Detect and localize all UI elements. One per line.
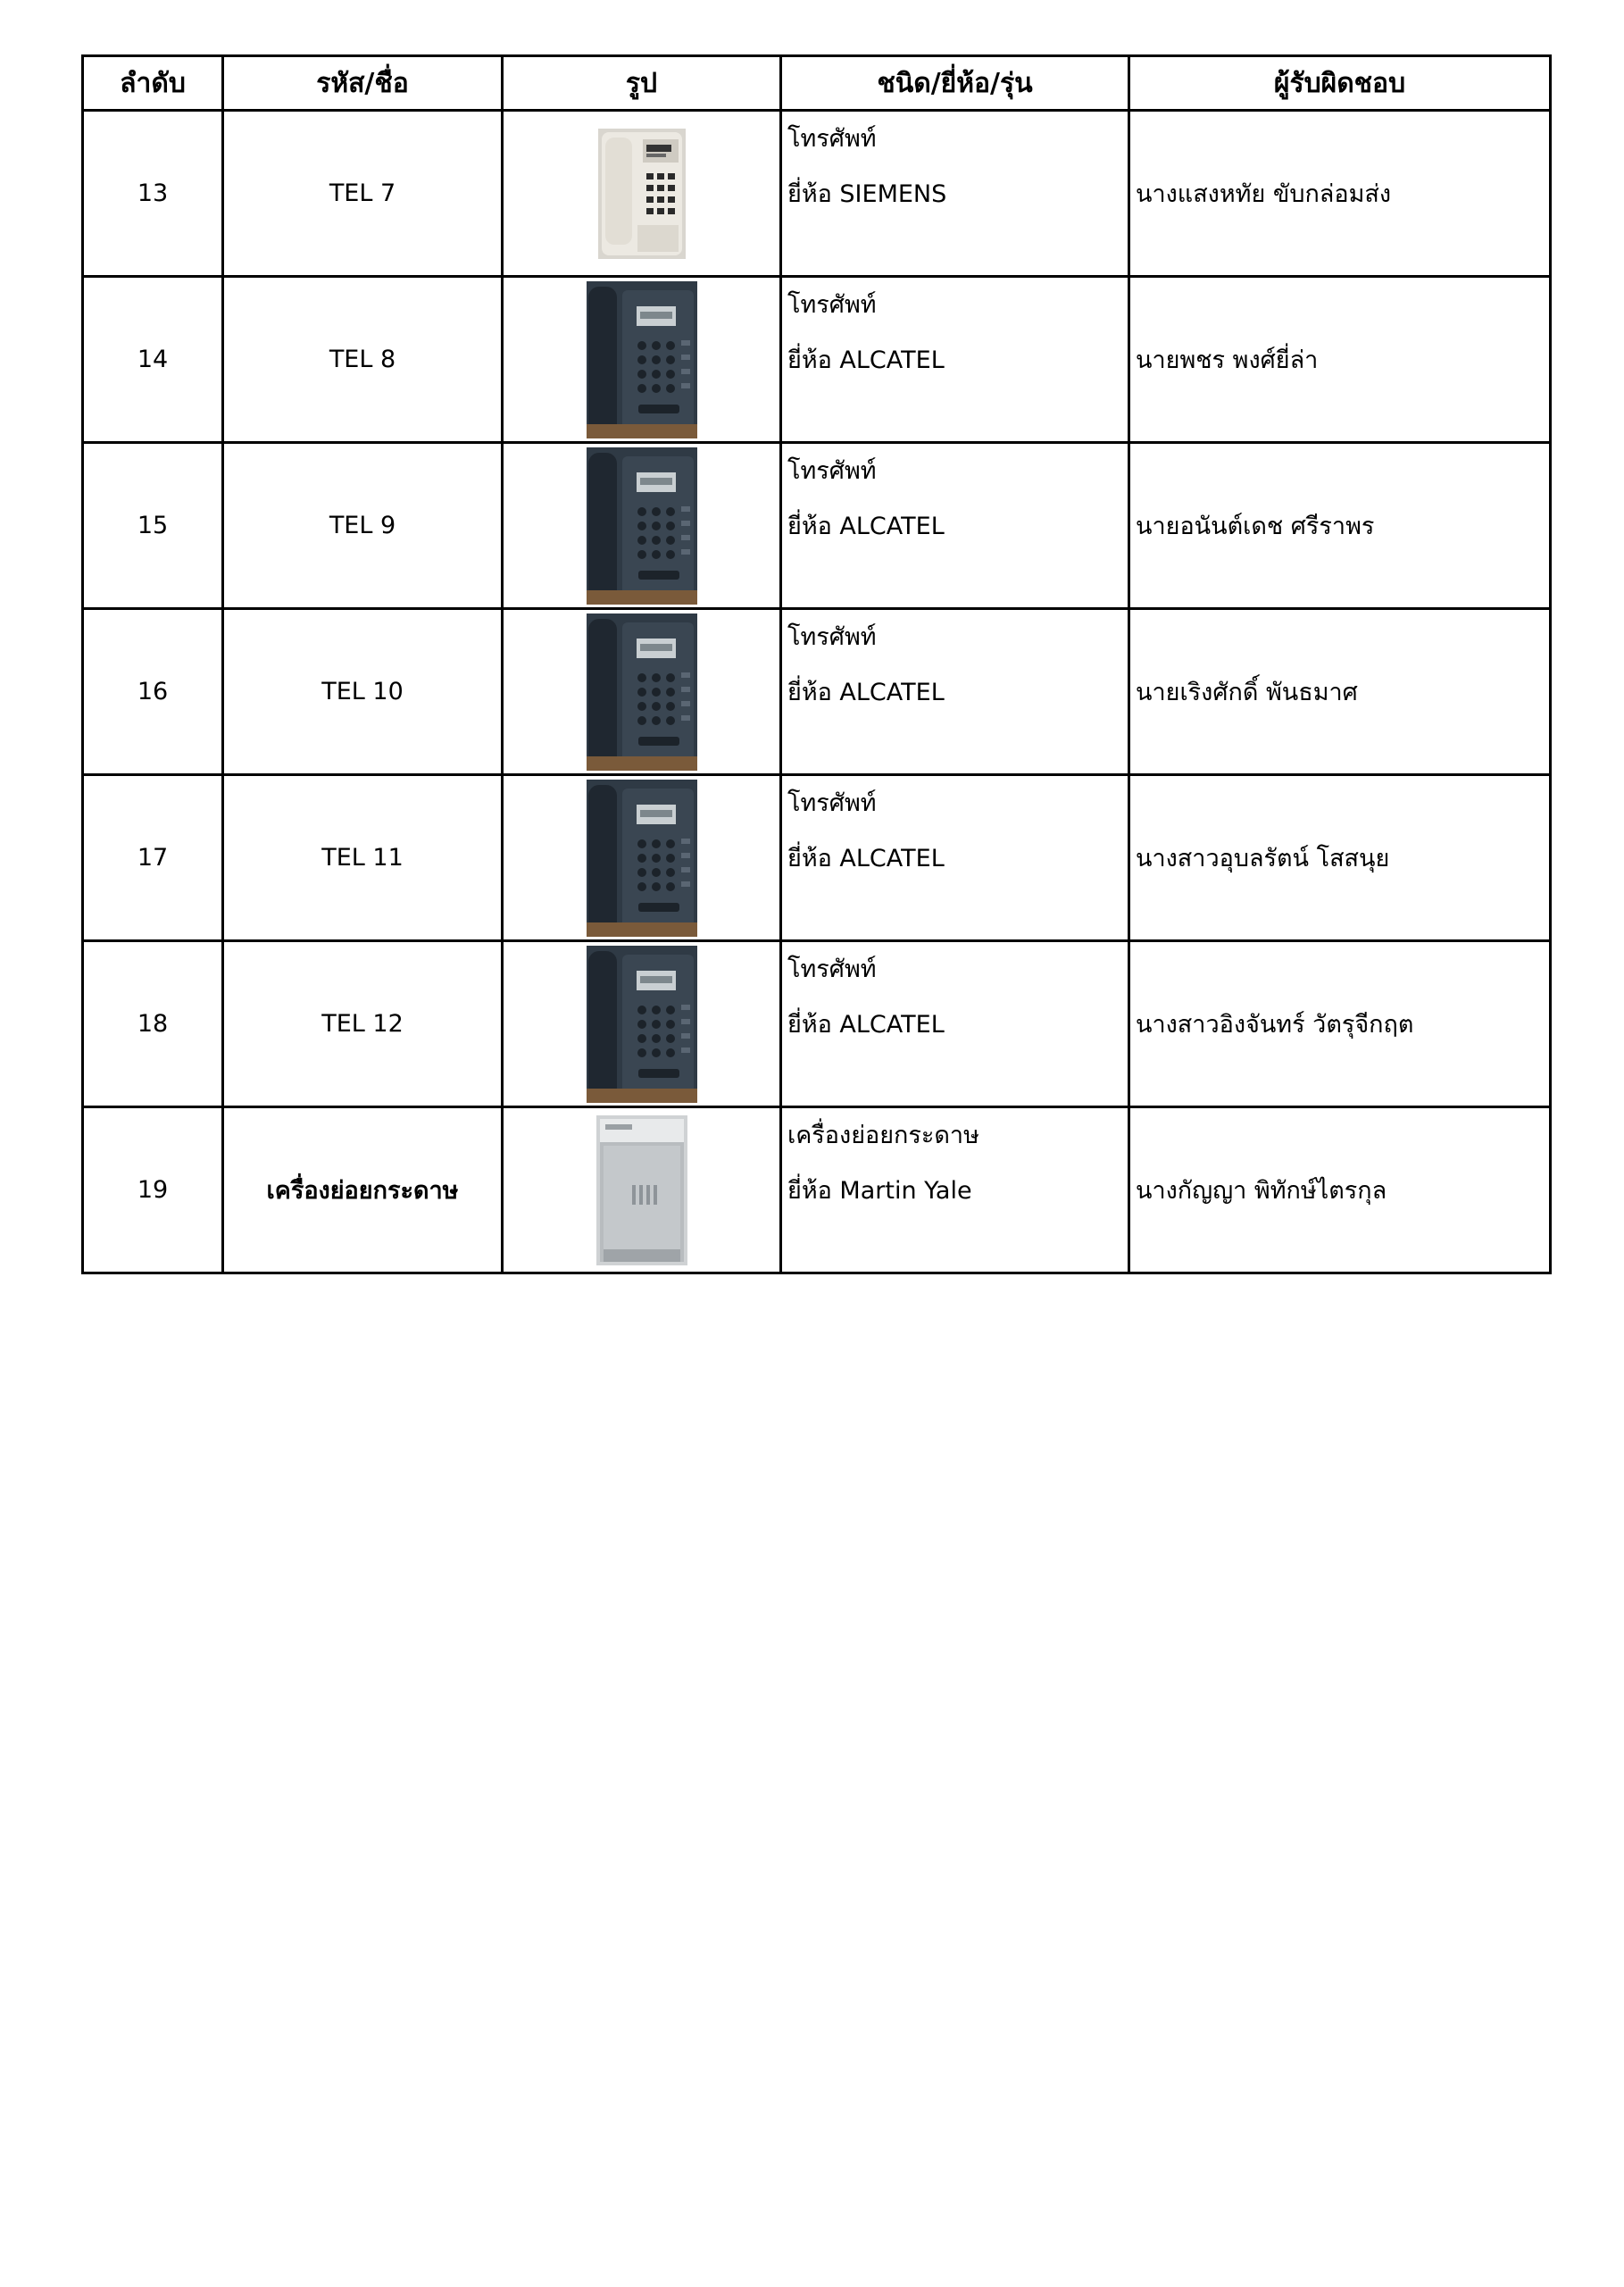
row-owner: นายเริงศักดิ์ พันธมาศ [1129,609,1551,775]
row-type-category: โทรศัพท์ [787,956,877,983]
table-row [83,609,1551,775]
row-num: 13 [83,111,223,277]
row-type-brand: ยี่ห้อ SIEMENS [787,180,947,208]
row-num: 17 [83,775,223,941]
row-type-category: เครื่องย่อยกระดาษ [787,1122,979,1149]
header-type: ชนิด/ยี่ห้อ/รุ่น [781,56,1129,111]
dark-telephone-photo [587,447,697,605]
table-row [83,443,1551,609]
row-owner: นางแสงหทัย ขับกล่อมส่ง [1129,111,1551,277]
row-code: TEL 7 [223,111,503,277]
row-owner: นายอนันต์เดช ศรีราพร [1129,443,1551,609]
row-type-brand: ยี่ห้อ Martin Yale [787,1177,972,1205]
row-num: 14 [83,277,223,443]
header-image: รูป [503,56,781,111]
table-row [83,1107,1551,1273]
dark-telephone-photo [587,780,697,937]
row-num: 19 [83,1107,223,1273]
table-row [83,277,1551,443]
row-type-brand: ยี่ห้อ ALCATEL [787,845,945,872]
row-owner: นางสาวอิงจันทร์ วัตรุจีกฤต [1129,941,1551,1107]
paper-shredder-photo [596,1115,687,1265]
row-code: เครื่องย่อยกระดาษ [223,1107,503,1273]
header-code: รหัส/ชื่อ [223,56,503,111]
row-type-category: โทรศัพท์ [787,789,877,817]
row-code: TEL 11 [223,775,503,941]
row-code: TEL 10 [223,609,503,775]
dark-telephone-photo [587,946,697,1103]
table-row [83,111,1551,277]
row-type-brand: ยี่ห้อ ALCATEL [787,513,945,540]
row-type-brand: ยี่ห้อ ALCATEL [787,679,945,706]
table-row [83,941,1551,1107]
row-num: 18 [83,941,223,1107]
row-type-category: โทรศัพท์ [787,457,877,485]
row-owner: นางกัญญา พิทักษ์ไตรกุล [1129,1107,1551,1273]
header-num: ลำดับ [83,56,223,111]
dark-telephone-photo [587,613,697,771]
row-type-category: โทรศัพท์ [787,291,877,319]
row-owner: นางสาวอุบลรัตน์ โสสนุย [1129,775,1551,941]
white-telephone-photo [598,129,686,259]
header-owner: ผู้รับผิดชอบ [1129,56,1551,111]
header-row [83,56,1551,111]
row-code: TEL 9 [223,443,503,609]
row-type-category: โทรศัพท์ [787,623,877,651]
row-type-brand: ยี่ห้อ ALCATEL [787,1011,945,1039]
row-type-brand: ยี่ห้อ ALCATEL [787,346,945,374]
row-code: TEL 12 [223,941,503,1107]
table-row [83,775,1551,941]
dark-telephone-photo [587,281,697,438]
row-owner: นายพชร พงศ์ยี่ล่า [1129,277,1551,443]
row-type-category: โทรศัพท์ [787,125,877,153]
row-code: TEL 8 [223,277,503,443]
row-num: 16 [83,609,223,775]
inventory-table [81,54,1552,1274]
row-num: 15 [83,443,223,609]
